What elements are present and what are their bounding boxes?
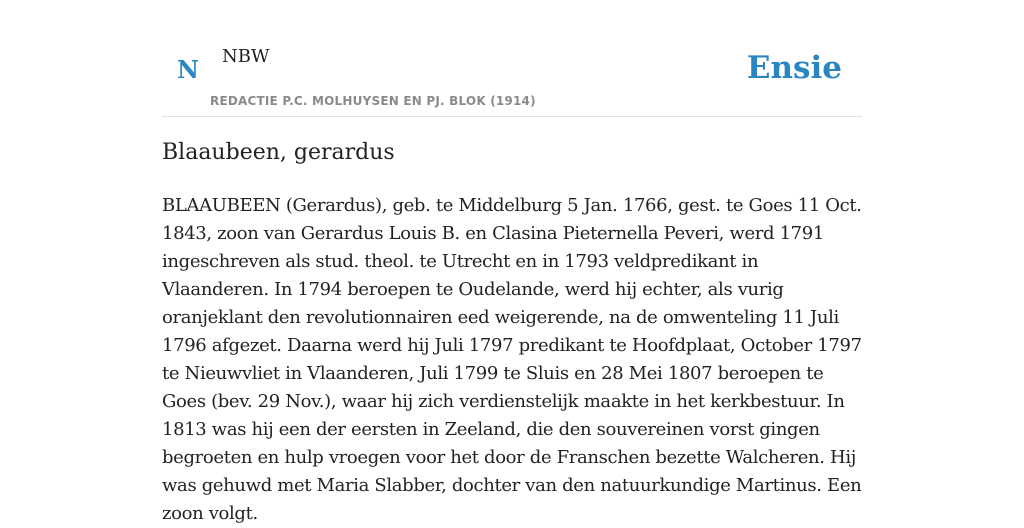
source-title[interactable]: NBW — [222, 46, 270, 67]
entry-title: Blaaubeen, gerardus — [162, 140, 395, 165]
nbw-logo-icon[interactable]: N — [177, 55, 199, 84]
ensie-brand-logo[interactable]: Ensie — [746, 50, 842, 86]
source-subtitle: REDACTIE P.C. MOLHUYSEN EN PJ. BLOK (1914) — [210, 94, 536, 108]
page-container — [162, 0, 862, 524]
entry-body: BLAAUBEEN (Gerardus), geb. te Middelburg 5 Jan. 1766, gest. te Goes 11 Oct. 1843, zoon van Gerardus Louis B. en Clasina Pieternella Peveri, werd 1791 ingeschreven als stud. theol. te Utrecht en in 1793 veldpredikant in Vlaanderen. In 1794 beroepen te Oudelande, werd hij echter, als vurig oranjeklant den revolutionnairen eed weigerende, na de omwenteling 11 Juli 1796 afgezet. Daarna werd hij Juli 1797 predikant te Hoofdplaat, October 1797 te Nieuwvliet in Vlaanderen, Juli 1799 te Sluis en 28 Mei 1807 beroepen te Goes (bev. 29 Nov.), waar hij zich verdienstelijk maakte in het kerkbestuur. In 1813 was hij een der eersten in Zeeland, die den souvereinen vorst gingen begroeten en hulp vroegen voor het door de Franschen bezette Walcheren. Hij was gehuwd met Maria Slabber, dochter van den natuurkundige Martinus. Een zoon volgt. — [162, 195, 862, 524]
source-header — [162, 0, 862, 117]
